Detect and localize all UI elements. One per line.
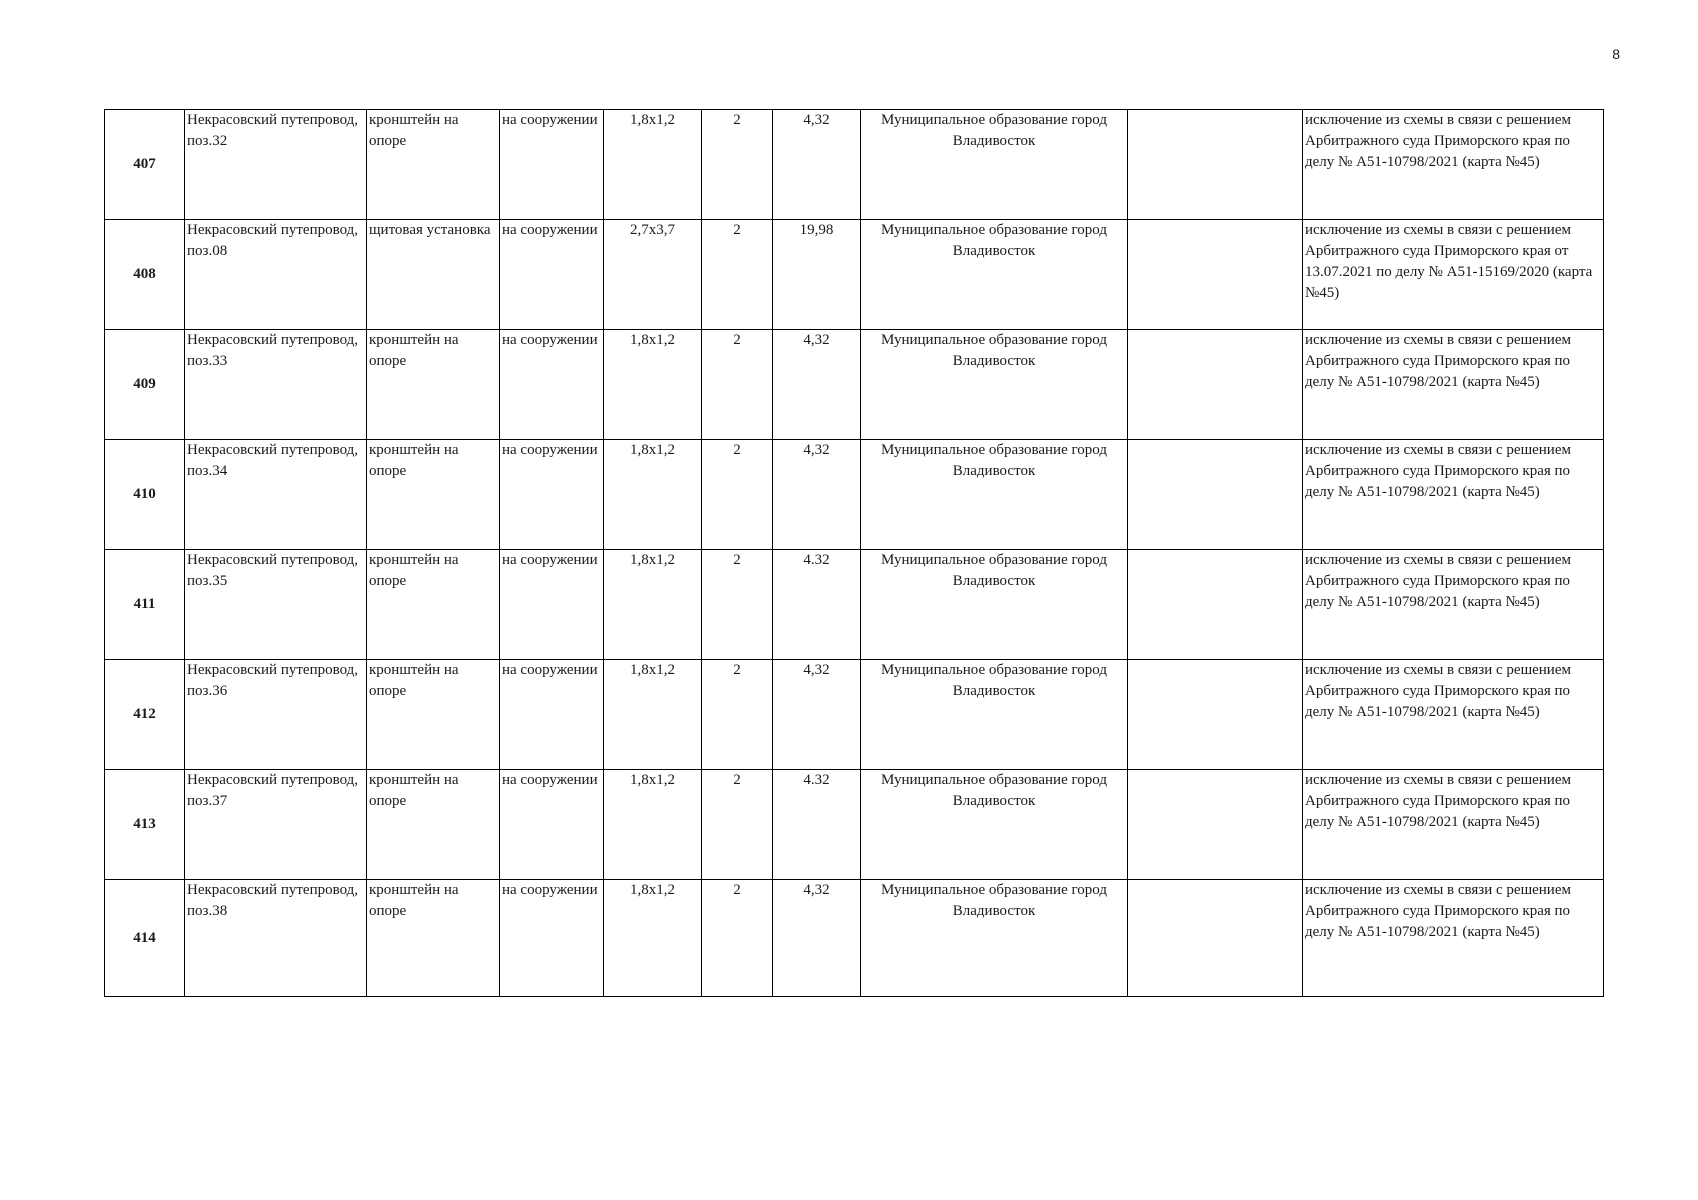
note-cell: исключение из схемы в связи с решением Арбитражного суда Приморского края по делу № А51-10798/2021 (карта №45) <box>1303 330 1604 440</box>
size-cell: 1,8x1,2 <box>604 110 702 220</box>
structure-type-cell: кронштейн на опоре <box>367 110 500 220</box>
size-cell: 1,8x1,2 <box>604 770 702 880</box>
location-cell: Некрасовский путепровод, поз.35 <box>185 550 367 660</box>
area-cell: 4,32 <box>773 110 861 220</box>
area-cell: 4.32 <box>773 550 861 660</box>
size-cell: 1,8x1,2 <box>604 660 702 770</box>
sides-cell: 2 <box>702 880 773 997</box>
area-cell: 19,98 <box>773 220 861 330</box>
table-row <box>105 660 1604 770</box>
table-row <box>105 110 1604 220</box>
area-cell: 4,32 <box>773 440 861 550</box>
row-number: 408 <box>105 220 185 330</box>
extra-cell <box>1128 880 1303 997</box>
table-row <box>105 220 1604 330</box>
extra-cell <box>1128 770 1303 880</box>
sides-cell: 2 <box>702 550 773 660</box>
owner-cell: Муниципальное образование город Владивосток <box>861 550 1128 660</box>
area-cell: 4,32 <box>773 660 861 770</box>
owner-cell: Муниципальное образование город Владивосток <box>861 110 1128 220</box>
structure-type-cell: кронштейн на опоре <box>367 550 500 660</box>
sides-cell: 2 <box>702 110 773 220</box>
size-cell: 1,8x1,2 <box>604 330 702 440</box>
advertising-structures-table <box>104 109 1604 997</box>
placement-cell: на сооружении <box>500 880 604 997</box>
structure-type-cell: щитовая установка <box>367 220 500 330</box>
extra-cell <box>1128 110 1303 220</box>
owner-cell: Муниципальное образование город Владивосток <box>861 770 1128 880</box>
location-cell: Некрасовский путепровод, поз.08 <box>185 220 367 330</box>
extra-cell <box>1128 660 1303 770</box>
row-number: 407 <box>105 110 185 220</box>
area-cell: 4,32 <box>773 330 861 440</box>
table-row <box>105 440 1604 550</box>
sides-cell: 2 <box>702 330 773 440</box>
area-cell: 4,32 <box>773 880 861 997</box>
note-cell: исключение из схемы в связи с решением Арбитражного суда Приморского края по делу № А51-10798/2021 (карта №45) <box>1303 550 1604 660</box>
placement-cell: на сооружении <box>500 550 604 660</box>
location-cell: Некрасовский путепровод, поз.32 <box>185 110 367 220</box>
sides-cell: 2 <box>702 220 773 330</box>
row-number: 412 <box>105 660 185 770</box>
location-cell: Некрасовский путепровод, поз.36 <box>185 660 367 770</box>
extra-cell <box>1128 440 1303 550</box>
extra-cell <box>1128 330 1303 440</box>
table-row <box>105 880 1604 997</box>
row-number: 409 <box>105 330 185 440</box>
note-cell: исключение из схемы в связи с решением Арбитражного суда Приморского края по делу № А51-10798/2021 (карта №45) <box>1303 660 1604 770</box>
structure-type-cell: кронштейн на опоре <box>367 660 500 770</box>
extra-cell <box>1128 550 1303 660</box>
area-cell: 4.32 <box>773 770 861 880</box>
row-number: 414 <box>105 880 185 997</box>
owner-cell: Муниципальное образование город Владивосток <box>861 880 1128 997</box>
placement-cell: на сооружении <box>500 440 604 550</box>
extra-cell <box>1128 220 1303 330</box>
structure-type-cell: кронштейн на опоре <box>367 330 500 440</box>
row-number: 410 <box>105 440 185 550</box>
structure-type-cell: кронштейн на опоре <box>367 880 500 997</box>
sides-cell: 2 <box>702 440 773 550</box>
size-cell: 1,8x1,2 <box>604 550 702 660</box>
size-cell: 1,8x1,2 <box>604 880 702 997</box>
note-cell: исключение из схемы в связи с решением Арбитражного суда Приморского края по делу № А51-10798/2021 (карта №45) <box>1303 770 1604 880</box>
placement-cell: на сооружении <box>500 330 604 440</box>
structure-type-cell: кронштейн на опоре <box>367 440 500 550</box>
owner-cell: Муниципальное образование город Владивосток <box>861 330 1128 440</box>
table-row <box>105 770 1604 880</box>
placement-cell: на сооружении <box>500 110 604 220</box>
row-number: 413 <box>105 770 185 880</box>
owner-cell: Муниципальное образование город Владивосток <box>861 440 1128 550</box>
placement-cell: на сооружении <box>500 660 604 770</box>
row-number: 411 <box>105 550 185 660</box>
owner-cell: Муниципальное образование город Владивосток <box>861 660 1128 770</box>
location-cell: Некрасовский путепровод, поз.34 <box>185 440 367 550</box>
sides-cell: 2 <box>702 660 773 770</box>
structure-type-cell: кронштейн на опоре <box>367 770 500 880</box>
table-row <box>105 550 1604 660</box>
size-cell: 1,8x1,2 <box>604 440 702 550</box>
note-cell: исключение из схемы в связи с решением Арбитражного суда Приморского края по делу № А51-10798/2021 (карта №45) <box>1303 440 1604 550</box>
location-cell: Некрасовский путепровод, поз.38 <box>185 880 367 997</box>
page-number: 8 <box>1612 46 1620 62</box>
note-cell: исключение из схемы в связи с решением Арбитражного суда Приморского края от 13.07.2021 по делу № А51-15169/2020 (карта №45) <box>1303 220 1604 330</box>
placement-cell: на сооружении <box>500 220 604 330</box>
table-row <box>105 330 1604 440</box>
note-cell: исключение из схемы в связи с решением Арбитражного суда Приморского края по делу № А51-10798/2021 (карта №45) <box>1303 880 1604 997</box>
location-cell: Некрасовский путепровод, поз.37 <box>185 770 367 880</box>
sides-cell: 2 <box>702 770 773 880</box>
location-cell: Некрасовский путепровод, поз.33 <box>185 330 367 440</box>
size-cell: 2,7x3,7 <box>604 220 702 330</box>
placement-cell: на сооружении <box>500 770 604 880</box>
note-cell: исключение из схемы в связи с решением Арбитражного суда Приморского края по делу № А51-10798/2021 (карта №45) <box>1303 110 1604 220</box>
owner-cell: Муниципальное образование город Владивосток <box>861 220 1128 330</box>
